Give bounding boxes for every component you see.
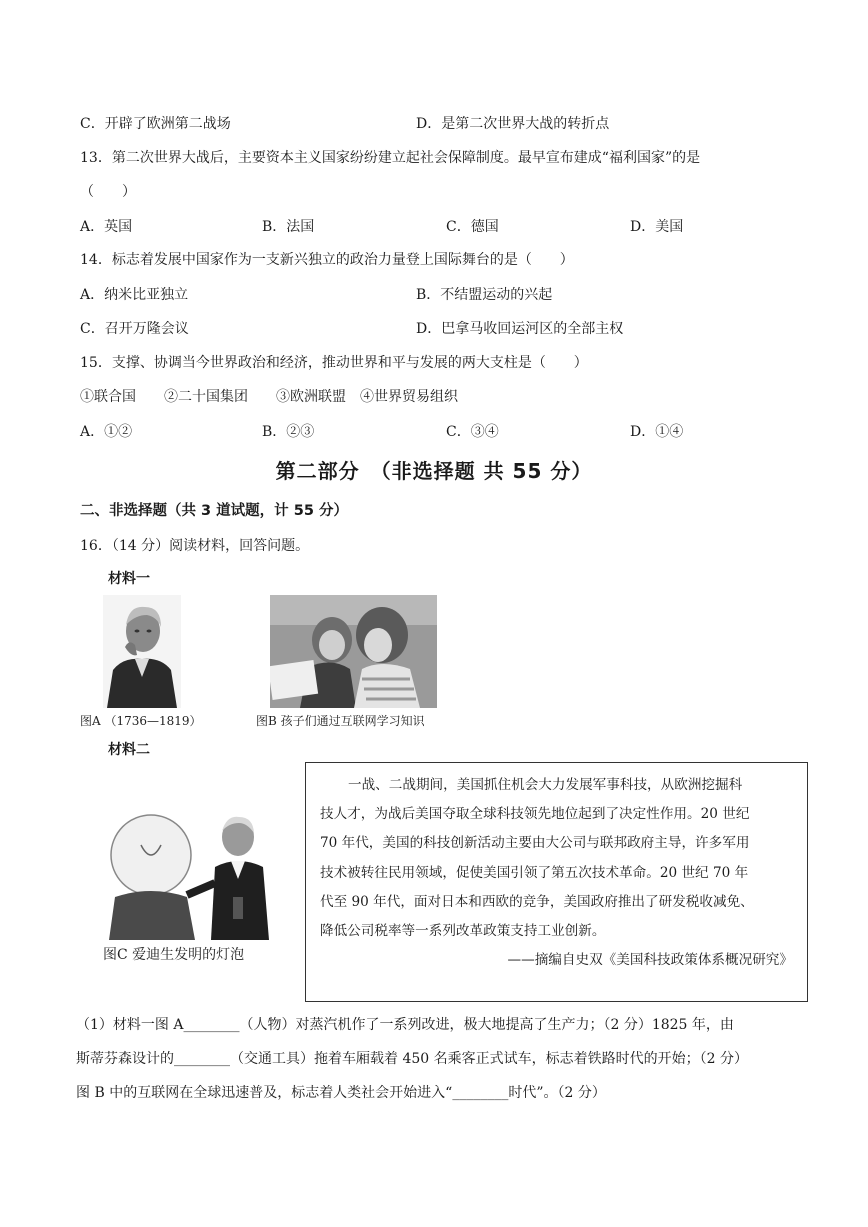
q14-option-a: A．纳米比亚独立 <box>80 287 189 303</box>
figure-b-children-internet-image <box>270 595 437 708</box>
passage-line: 代至 90 年代，面对日本和西欧的竞争，美国政府推出了研发税收减免、 <box>320 893 754 910</box>
figure-c-edison-bulb-image <box>103 805 278 940</box>
q14-stem: 14．标志着发展中国家作为一支新兴独立的政治力量登上国际舞台的是（ ） <box>80 252 574 268</box>
figure-a-caption: 图A （1736—1819） <box>80 714 202 728</box>
q13-option-b: B．法国 <box>262 219 315 235</box>
passage-line: 技术被转往民用领域，促使美国引领了第五次技术革命。20 世纪 70 年 <box>320 864 749 881</box>
q16-sub1-line1: （1）材料一图 A________（人物）对蒸汽机作了一系列改进，极大地提高了生产力；（2 分）1825 年，由 <box>76 1017 734 1033</box>
figure-c-caption: 图C 爱迪生发明的灯泡 <box>103 947 245 963</box>
material-one-label: 材料一 <box>108 571 150 587</box>
q12-option-c: C．开辟了欧洲第二战场 <box>80 116 231 132</box>
material-two-passage-box <box>305 762 808 1002</box>
passage-line: 技人才，为战后美国夺取全球科技领先地位起到了决定性作用。20 世纪 <box>320 806 750 823</box>
q13-option-a: A．英国 <box>80 219 133 235</box>
part-two-title: 第二部分 （非选择题 共 55 分） <box>275 459 593 483</box>
material-two-label: 材料二 <box>108 742 150 758</box>
q13-stem: 13．第二次世界大战后，主要资本主义国家纷纷建立起社会保障制度。最早宣布建成“福利国家”的是 <box>80 150 701 166</box>
figure-b-caption: 图B 孩子们通过互联网学习知识 <box>256 714 425 728</box>
passage-line: 70 年代，美国的科技创新活动主要由大公司与联邦政府主导，许多军用 <box>320 835 750 852</box>
q13-option-d: D．美国 <box>630 219 684 235</box>
q12-option-d: D．是第二次世界大战的转折点 <box>416 116 610 132</box>
q16-sub1-line3: 图 B 中的互联网在全球迅速普及，标志着人类社会开始进入“________时代”。（2 分） <box>76 1085 606 1101</box>
q15-option-c: C．③④ <box>446 424 499 440</box>
q15-items: ①联合国 ②二十国集团 ③欧洲联盟 ④世界贸易组织 <box>80 389 458 405</box>
passage-line: 一战、二战期间，美国抓住机会大力发展军事科技，从欧洲挖掘科 <box>348 777 743 793</box>
q14-option-b: B．不结盟运动的兴起 <box>416 287 553 303</box>
q13-answer-paren: （ ） <box>80 184 136 200</box>
q15-option-d: D．①④ <box>630 424 684 440</box>
passage-source: ——摘编自史双《美国科技政策体系概况研究》 <box>507 952 793 969</box>
section-heading: 二、非选择题（共 3 道试题，计 55 分） <box>80 503 348 519</box>
passage-line: 降低公司税率等一系列改革政策支持工业创新。 <box>320 923 606 940</box>
q15-option-a: A．①② <box>80 424 133 440</box>
q15-stem: 15．支撑、协调当今世界政治和经济，推动世界和平与发展的两大支柱是（ ） <box>80 355 588 371</box>
q13-option-c: C．德国 <box>446 219 499 235</box>
q15-option-b: B．②③ <box>262 424 315 440</box>
figure-a-portrait-image <box>103 595 181 708</box>
q14-option-d: D．巴拿马收回运河区的全部主权 <box>416 321 624 337</box>
q14-option-c: C．召开万隆会议 <box>80 321 189 337</box>
q16-stem: 16．（14 分）阅读材料，回答问题。 <box>80 538 310 554</box>
q16-sub1-line2: 斯蒂芬森设计的________（交通工具）拖着车厢载着 450 名乘客正式试车，标志着铁路时代的开始；（2 分） <box>76 1051 748 1067</box>
